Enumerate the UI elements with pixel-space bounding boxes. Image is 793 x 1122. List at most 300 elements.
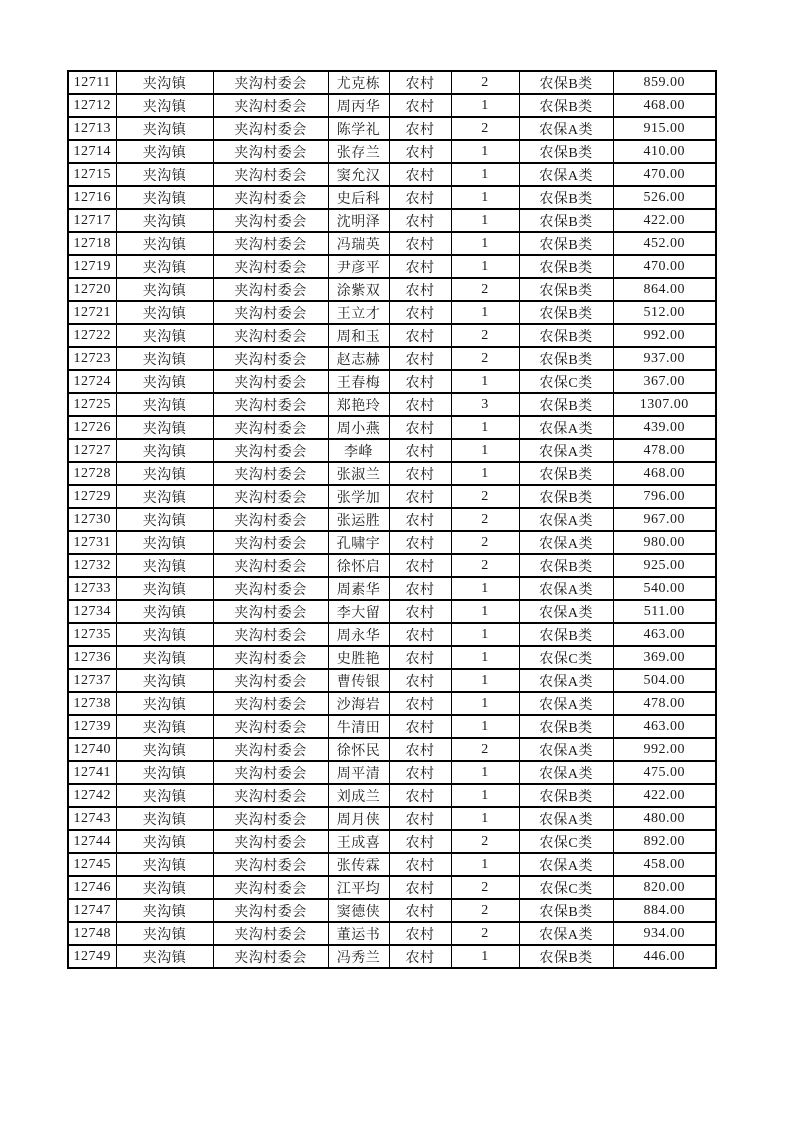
cell-insurance-type: 农保B类	[519, 140, 613, 163]
cell-person-count: 2	[451, 324, 519, 347]
cell-person-name: 王立才	[328, 301, 389, 324]
cell-amount: 925.00	[613, 554, 716, 577]
cell-town: 夹沟镇	[116, 807, 213, 830]
cell-amount: 446.00	[613, 945, 716, 968]
cell-residence-category: 农村	[389, 669, 451, 692]
cell-village-committee: 夹沟村委会	[213, 301, 328, 324]
cell-person-name: 王春梅	[328, 370, 389, 393]
table-row	[68, 370, 716, 393]
cell-town: 夹沟镇	[116, 370, 213, 393]
cell-person-name: 冯秀兰	[328, 945, 389, 968]
cell-person-name: 史后科	[328, 186, 389, 209]
cell-person-count: 1	[451, 370, 519, 393]
cell-insurance-type: 农保B类	[519, 623, 613, 646]
cell-town: 夹沟镇	[116, 485, 213, 508]
cell-insurance-type: 农保B类	[519, 715, 613, 738]
cell-person-name: 沈明泽	[328, 209, 389, 232]
table-row	[68, 577, 716, 600]
cell-record-id: 12736	[68, 646, 116, 669]
cell-village-committee: 夹沟村委会	[213, 830, 328, 853]
cell-town: 夹沟镇	[116, 945, 213, 968]
cell-record-id: 12737	[68, 669, 116, 692]
cell-town: 夹沟镇	[116, 278, 213, 301]
cell-residence-category: 农村	[389, 117, 451, 140]
cell-insurance-type: 农保A类	[519, 669, 613, 692]
table-row	[68, 232, 716, 255]
cell-residence-category: 农村	[389, 439, 451, 462]
cell-amount: 439.00	[613, 416, 716, 439]
cell-town: 夹沟镇	[116, 600, 213, 623]
cell-record-id: 12735	[68, 623, 116, 646]
cell-record-id: 12714	[68, 140, 116, 163]
table-row	[68, 439, 716, 462]
cell-record-id: 12733	[68, 577, 116, 600]
cell-insurance-type: 农保A类	[519, 439, 613, 462]
table-row	[68, 278, 716, 301]
cell-town: 夹沟镇	[116, 140, 213, 163]
cell-record-id: 12740	[68, 738, 116, 761]
cell-person-name: 冯瑞英	[328, 232, 389, 255]
cell-residence-category: 农村	[389, 922, 451, 945]
table-row	[68, 485, 716, 508]
cell-town: 夹沟镇	[116, 462, 213, 485]
cell-amount: 512.00	[613, 301, 716, 324]
cell-village-committee: 夹沟村委会	[213, 255, 328, 278]
cell-village-committee: 夹沟村委会	[213, 577, 328, 600]
cell-person-name: 沙海岩	[328, 692, 389, 715]
table-row	[68, 140, 716, 163]
cell-town: 夹沟镇	[116, 623, 213, 646]
cell-person-name: 张运胜	[328, 508, 389, 531]
cell-person-name: 窦允汉	[328, 163, 389, 186]
cell-amount: 410.00	[613, 140, 716, 163]
cell-person-name: 周丙华	[328, 94, 389, 117]
cell-residence-category: 农村	[389, 347, 451, 370]
cell-town: 夹沟镇	[116, 646, 213, 669]
cell-insurance-type: 农保B类	[519, 462, 613, 485]
table-row	[68, 301, 716, 324]
cell-record-id: 12727	[68, 439, 116, 462]
table-row	[68, 531, 716, 554]
cell-record-id: 12713	[68, 117, 116, 140]
cell-record-id: 12738	[68, 692, 116, 715]
cell-insurance-type: 农保A类	[519, 163, 613, 186]
cell-town: 夹沟镇	[116, 784, 213, 807]
cell-amount: 458.00	[613, 853, 716, 876]
cell-town: 夹沟镇	[116, 324, 213, 347]
cell-person-count: 2	[451, 278, 519, 301]
cell-residence-category: 农村	[389, 761, 451, 784]
cell-town: 夹沟镇	[116, 117, 213, 140]
cell-person-count: 1	[451, 186, 519, 209]
cell-insurance-type: 农保A类	[519, 922, 613, 945]
cell-town: 夹沟镇	[116, 209, 213, 232]
cell-insurance-type: 农保A类	[519, 761, 613, 784]
table-row	[68, 715, 716, 738]
cell-record-id: 12720	[68, 278, 116, 301]
cell-residence-category: 农村	[389, 324, 451, 347]
cell-residence-category: 农村	[389, 738, 451, 761]
cell-record-id: 12746	[68, 876, 116, 899]
cell-village-committee: 夹沟村委会	[213, 623, 328, 646]
cell-record-id: 12715	[68, 163, 116, 186]
cell-residence-category: 农村	[389, 393, 451, 416]
cell-village-committee: 夹沟村委会	[213, 278, 328, 301]
table-row	[68, 830, 716, 853]
cell-residence-category: 农村	[389, 600, 451, 623]
cell-residence-category: 农村	[389, 554, 451, 577]
cell-amount: 475.00	[613, 761, 716, 784]
table-row	[68, 669, 716, 692]
table-row	[68, 324, 716, 347]
cell-person-name: 张传霖	[328, 853, 389, 876]
cell-amount: 468.00	[613, 94, 716, 117]
cell-record-id: 12718	[68, 232, 116, 255]
table-row	[68, 393, 716, 416]
cell-insurance-type: 农保B类	[519, 278, 613, 301]
table-row	[68, 209, 716, 232]
cell-village-committee: 夹沟村委会	[213, 600, 328, 623]
table-row	[68, 922, 716, 945]
table-row	[68, 623, 716, 646]
cell-person-count: 1	[451, 623, 519, 646]
cell-person-count: 2	[451, 922, 519, 945]
cell-insurance-type: 农保A类	[519, 577, 613, 600]
cell-record-id: 12748	[68, 922, 116, 945]
cell-person-name: 张学加	[328, 485, 389, 508]
cell-person-count: 2	[451, 347, 519, 370]
cell-insurance-type: 农保B类	[519, 899, 613, 922]
cell-residence-category: 农村	[389, 485, 451, 508]
cell-person-count: 2	[451, 830, 519, 853]
cell-record-id: 12739	[68, 715, 116, 738]
cell-town: 夹沟镇	[116, 163, 213, 186]
cell-person-name: 尤克栋	[328, 71, 389, 94]
cell-record-id: 12742	[68, 784, 116, 807]
cell-village-committee: 夹沟村委会	[213, 922, 328, 945]
cell-person-name: 周月侠	[328, 807, 389, 830]
cell-person-count: 2	[451, 117, 519, 140]
cell-insurance-type: 农保B类	[519, 324, 613, 347]
cell-person-count: 2	[451, 508, 519, 531]
cell-person-name: 陈学礼	[328, 117, 389, 140]
cell-record-id: 12732	[68, 554, 116, 577]
cell-amount: 422.00	[613, 784, 716, 807]
cell-insurance-type: 农保B类	[519, 554, 613, 577]
cell-village-committee: 夹沟村委会	[213, 508, 328, 531]
cell-insurance-type: 农保B类	[519, 393, 613, 416]
cell-town: 夹沟镇	[116, 876, 213, 899]
cell-village-committee: 夹沟村委会	[213, 853, 328, 876]
cell-person-count: 2	[451, 71, 519, 94]
cell-person-name: 曹传银	[328, 669, 389, 692]
table-row	[68, 692, 716, 715]
cell-record-id: 12731	[68, 531, 116, 554]
cell-person-name: 孔啸宇	[328, 531, 389, 554]
cell-person-name: 周和玉	[328, 324, 389, 347]
cell-person-count: 1	[451, 807, 519, 830]
cell-residence-category: 农村	[389, 715, 451, 738]
cell-insurance-type: 农保C类	[519, 830, 613, 853]
cell-village-committee: 夹沟村委会	[213, 439, 328, 462]
table-row	[68, 462, 716, 485]
cell-town: 夹沟镇	[116, 439, 213, 462]
cell-record-id: 12711	[68, 71, 116, 94]
table-row	[68, 945, 716, 968]
cell-insurance-type: 农保C类	[519, 646, 613, 669]
cell-record-id: 12725	[68, 393, 116, 416]
cell-person-name: 江平均	[328, 876, 389, 899]
cell-amount: 937.00	[613, 347, 716, 370]
cell-residence-category: 农村	[389, 646, 451, 669]
cell-village-committee: 夹沟村委会	[213, 807, 328, 830]
cell-town: 夹沟镇	[116, 738, 213, 761]
cell-amount: 478.00	[613, 692, 716, 715]
cell-insurance-type: 农保B类	[519, 71, 613, 94]
cell-residence-category: 农村	[389, 462, 451, 485]
cell-person-count: 1	[451, 462, 519, 485]
cell-village-committee: 夹沟村委会	[213, 94, 328, 117]
cell-village-committee: 夹沟村委会	[213, 669, 328, 692]
cell-person-count: 1	[451, 715, 519, 738]
cell-village-committee: 夹沟村委会	[213, 71, 328, 94]
cell-person-count: 2	[451, 531, 519, 554]
cell-person-name: 周平清	[328, 761, 389, 784]
cell-insurance-type: 农保B类	[519, 485, 613, 508]
cell-insurance-type: 农保C类	[519, 370, 613, 393]
cell-residence-category: 农村	[389, 830, 451, 853]
cell-amount: 980.00	[613, 531, 716, 554]
cell-residence-category: 农村	[389, 531, 451, 554]
table-row	[68, 71, 716, 94]
cell-person-count: 1	[451, 853, 519, 876]
table-row	[68, 600, 716, 623]
cell-village-committee: 夹沟村委会	[213, 899, 328, 922]
cell-record-id: 12741	[68, 761, 116, 784]
cell-person-name: 牛清田	[328, 715, 389, 738]
cell-amount: 470.00	[613, 163, 716, 186]
cell-town: 夹沟镇	[116, 692, 213, 715]
cell-residence-category: 农村	[389, 784, 451, 807]
cell-insurance-type: 农保C类	[519, 876, 613, 899]
records-table-body	[68, 71, 716, 968]
cell-residence-category: 农村	[389, 163, 451, 186]
cell-amount: 480.00	[613, 807, 716, 830]
cell-insurance-type: 农保A类	[519, 416, 613, 439]
cell-village-committee: 夹沟村委会	[213, 554, 328, 577]
cell-village-committee: 夹沟村委会	[213, 531, 328, 554]
cell-village-committee: 夹沟村委会	[213, 324, 328, 347]
cell-town: 夹沟镇	[116, 186, 213, 209]
cell-record-id: 12747	[68, 899, 116, 922]
cell-person-name: 李峰	[328, 439, 389, 462]
cell-residence-category: 农村	[389, 508, 451, 531]
cell-town: 夹沟镇	[116, 922, 213, 945]
cell-insurance-type: 农保A类	[519, 853, 613, 876]
cell-record-id: 12723	[68, 347, 116, 370]
table-row	[68, 738, 716, 761]
cell-amount: 540.00	[613, 577, 716, 600]
cell-amount: 367.00	[613, 370, 716, 393]
cell-residence-category: 农村	[389, 945, 451, 968]
cell-person-count: 1	[451, 301, 519, 324]
cell-amount: 992.00	[613, 738, 716, 761]
table-row	[68, 347, 716, 370]
cell-person-count: 1	[451, 416, 519, 439]
cell-person-count: 2	[451, 876, 519, 899]
cell-village-committee: 夹沟村委会	[213, 140, 328, 163]
cell-amount: 526.00	[613, 186, 716, 209]
cell-record-id: 12712	[68, 94, 116, 117]
cell-residence-category: 农村	[389, 577, 451, 600]
table-row	[68, 876, 716, 899]
cell-record-id: 12749	[68, 945, 116, 968]
cell-village-committee: 夹沟村委会	[213, 462, 328, 485]
cell-amount: 452.00	[613, 232, 716, 255]
cell-amount: 820.00	[613, 876, 716, 899]
cell-person-name: 徐怀启	[328, 554, 389, 577]
cell-town: 夹沟镇	[116, 761, 213, 784]
cell-amount: 796.00	[613, 485, 716, 508]
cell-residence-category: 农村	[389, 623, 451, 646]
cell-village-committee: 夹沟村委会	[213, 945, 328, 968]
cell-person-count: 1	[451, 577, 519, 600]
cell-insurance-type: 农保B类	[519, 784, 613, 807]
cell-record-id: 12743	[68, 807, 116, 830]
cell-person-name: 史胜艳	[328, 646, 389, 669]
cell-insurance-type: 农保B类	[519, 94, 613, 117]
cell-village-committee: 夹沟村委会	[213, 761, 328, 784]
cell-person-count: 2	[451, 899, 519, 922]
cell-residence-category: 农村	[389, 876, 451, 899]
cell-town: 夹沟镇	[116, 301, 213, 324]
cell-village-committee: 夹沟村委会	[213, 485, 328, 508]
cell-insurance-type: 农保A类	[519, 600, 613, 623]
cell-record-id: 12726	[68, 416, 116, 439]
cell-amount: 892.00	[613, 830, 716, 853]
cell-record-id: 12722	[68, 324, 116, 347]
cell-residence-category: 农村	[389, 232, 451, 255]
cell-town: 夹沟镇	[116, 531, 213, 554]
table-row	[68, 94, 716, 117]
cell-town: 夹沟镇	[116, 232, 213, 255]
table-row	[68, 554, 716, 577]
cell-person-count: 1	[451, 255, 519, 278]
cell-person-name: 周小燕	[328, 416, 389, 439]
cell-amount: 463.00	[613, 715, 716, 738]
cell-residence-category: 农村	[389, 209, 451, 232]
cell-insurance-type: 农保A类	[519, 807, 613, 830]
cell-person-name: 周素华	[328, 577, 389, 600]
cell-residence-category: 农村	[389, 301, 451, 324]
cell-person-count: 2	[451, 485, 519, 508]
cell-person-name: 董运书	[328, 922, 389, 945]
cell-insurance-type: 农保B类	[519, 301, 613, 324]
cell-record-id: 12734	[68, 600, 116, 623]
cell-insurance-type: 农保B类	[519, 232, 613, 255]
records-table	[67, 70, 717, 969]
cell-person-count: 1	[451, 669, 519, 692]
table-row	[68, 646, 716, 669]
table-row	[68, 117, 716, 140]
cell-residence-category: 农村	[389, 140, 451, 163]
cell-town: 夹沟镇	[116, 715, 213, 738]
cell-record-id: 12728	[68, 462, 116, 485]
cell-village-committee: 夹沟村委会	[213, 186, 328, 209]
cell-person-name: 徐怀民	[328, 738, 389, 761]
cell-record-id: 12745	[68, 853, 116, 876]
cell-person-count: 1	[451, 945, 519, 968]
cell-town: 夹沟镇	[116, 94, 213, 117]
cell-amount: 463.00	[613, 623, 716, 646]
cell-village-committee: 夹沟村委会	[213, 692, 328, 715]
cell-amount: 992.00	[613, 324, 716, 347]
cell-town: 夹沟镇	[116, 554, 213, 577]
cell-residence-category: 农村	[389, 370, 451, 393]
cell-residence-category: 农村	[389, 692, 451, 715]
cell-town: 夹沟镇	[116, 508, 213, 531]
cell-insurance-type: 农保A类	[519, 117, 613, 140]
cell-amount: 934.00	[613, 922, 716, 945]
cell-village-committee: 夹沟村委会	[213, 646, 328, 669]
cell-village-committee: 夹沟村委会	[213, 784, 328, 807]
cell-person-count: 1	[451, 646, 519, 669]
cell-insurance-type: 农保A类	[519, 692, 613, 715]
cell-person-count: 2	[451, 554, 519, 577]
cell-person-count: 1	[451, 600, 519, 623]
cell-village-committee: 夹沟村委会	[213, 163, 328, 186]
table-row	[68, 508, 716, 531]
cell-residence-category: 农村	[389, 853, 451, 876]
table-row	[68, 255, 716, 278]
cell-person-name: 郑艳玲	[328, 393, 389, 416]
table-row	[68, 899, 716, 922]
cell-residence-category: 农村	[389, 255, 451, 278]
cell-record-id: 12744	[68, 830, 116, 853]
cell-amount: 915.00	[613, 117, 716, 140]
cell-town: 夹沟镇	[116, 853, 213, 876]
cell-insurance-type: 农保A类	[519, 738, 613, 761]
table-row	[68, 163, 716, 186]
cell-person-name: 赵志赫	[328, 347, 389, 370]
cell-amount: 864.00	[613, 278, 716, 301]
table-row	[68, 853, 716, 876]
cell-insurance-type: 农保A类	[519, 531, 613, 554]
cell-record-id: 12724	[68, 370, 116, 393]
cell-village-committee: 夹沟村委会	[213, 738, 328, 761]
cell-residence-category: 农村	[389, 94, 451, 117]
cell-insurance-type: 农保B类	[519, 945, 613, 968]
cell-town: 夹沟镇	[116, 669, 213, 692]
cell-person-name: 窦德侠	[328, 899, 389, 922]
cell-insurance-type: 农保B类	[519, 347, 613, 370]
table-row	[68, 416, 716, 439]
cell-amount: 369.00	[613, 646, 716, 669]
cell-village-committee: 夹沟村委会	[213, 416, 328, 439]
cell-amount: 478.00	[613, 439, 716, 462]
cell-insurance-type: 农保B类	[519, 255, 613, 278]
cell-residence-category: 农村	[389, 807, 451, 830]
cell-amount: 884.00	[613, 899, 716, 922]
cell-residence-category: 农村	[389, 186, 451, 209]
cell-person-count: 1	[451, 439, 519, 462]
cell-town: 夹沟镇	[116, 393, 213, 416]
cell-town: 夹沟镇	[116, 899, 213, 922]
cell-person-name: 刘成兰	[328, 784, 389, 807]
cell-record-id: 12729	[68, 485, 116, 508]
cell-insurance-type: 农保B类	[519, 209, 613, 232]
cell-town: 夹沟镇	[116, 830, 213, 853]
